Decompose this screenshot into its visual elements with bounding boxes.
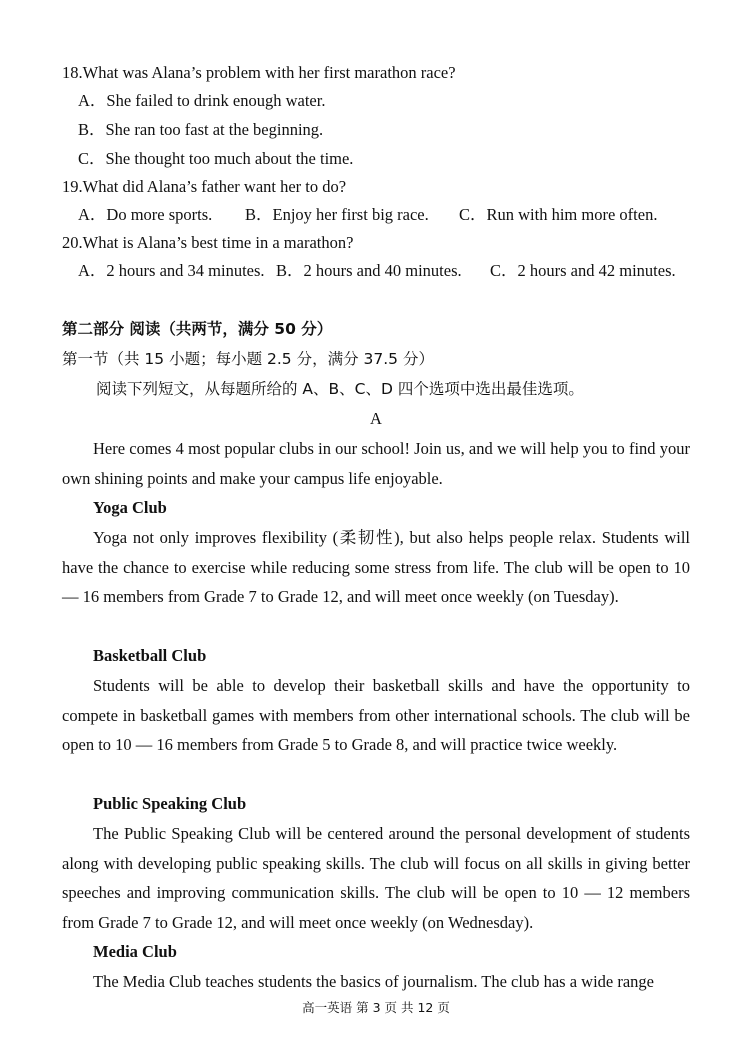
subsection-title: 第一节（共 15 小题；每小题 2.5 分，满分 37.5 分）: [62, 350, 434, 368]
q20-option-c: C．2 hours and 42 minutes.: [490, 261, 676, 280]
club-text-basketball: Students will be able to develop their basketball skills and have the opportunity to compete in basketball games with members from other international schools. The club will be open to 10 — 16 members from Grade 5 to Grade 8, and will practice twice weekly.: [62, 676, 690, 754]
club-text-yoga: Yoga not only improves flexibility (柔韧性), but also helps people relax. Students will have the chance to exercise while reducing some stress from life. The club will be open to 10 — 16 members from Grade 7 to Grade 12, and will meet once weekly (on Tuesday).: [62, 528, 690, 606]
question-18: 18.What was Alana’s problem with her first marathon race?: [62, 63, 456, 82]
question-20: 20.What is Alana’s best time in a marathon?: [62, 233, 354, 252]
q18-option-c: C．She thought too much about the time.: [78, 149, 354, 168]
club-text-media: The Media Club teaches students the basics of journalism. The club has a wide range: [93, 972, 654, 991]
page-footer: 高一英语 第 3 页 共 12 页: [302, 1000, 450, 1015]
passage-letter: A: [370, 409, 382, 428]
club-heading-media: Media Club: [93, 942, 177, 961]
club-heading-public-speaking: Public Speaking Club: [93, 794, 247, 813]
q18-option-b: B．She ran too fast at the beginning.: [78, 120, 324, 139]
club-heading-basketball: Basketball Club: [93, 646, 207, 665]
part-title: 第二部分 阅读（共两节，满分 50 分）: [62, 320, 333, 338]
passage-intro: Here comes 4 most popular clubs in our school! Join us, and we will help you to find your own shining points and make your campus life enjoyable.: [62, 439, 690, 488]
question-19: 19.What did Alana’s father want her to do?: [62, 177, 347, 196]
q19-option-a: A．Do more sports.: [78, 205, 213, 224]
q18-option-a: A．She failed to drink enough water.: [78, 91, 326, 110]
club-heading-yoga: Yoga Club: [93, 498, 167, 517]
q19-option-c: C．Run with him more often.: [459, 205, 658, 224]
q19-option-b: B．Enjoy her first big race.: [245, 205, 429, 224]
instruction: 阅读下列短文，从每题所给的 A、B、C、D 四个选项中选出最佳选项。: [96, 380, 584, 398]
q20-option-a: A．2 hours and 34 minutes.: [78, 261, 265, 280]
club-text-public-speaking: The Public Speaking Club will be centered around the personal development of students along with developing public speaking skills. The club will focus on all skills in giving better speeches and improving communication skills. The club will be open to 10 — 12 members from Grade 7 to Grade 12, and will meet once weekly (on Wednesday).: [62, 824, 690, 932]
q20-option-b: B．2 hours and 40 minutes.: [276, 261, 462, 280]
